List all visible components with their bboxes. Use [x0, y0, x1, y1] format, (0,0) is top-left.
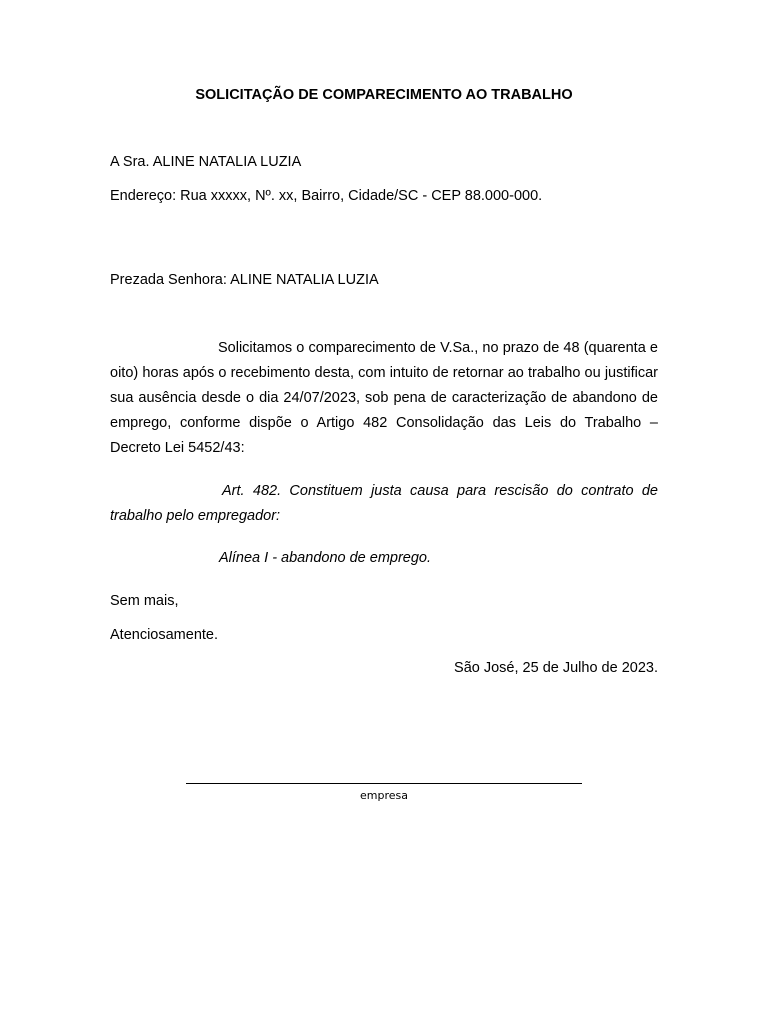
body-paragraph: Solicitamos o comparecimento de V.Sa., no prazo de 48 (quarenta e oito) horas após o recebimento desta, com intuito de retornar ao trabalho ou justificar sua ausência desde o dia 24/07/2023, sob pena de caracterização de abandono de emprego, conforme dispõe o Artigo 482 Consolidação das Leis do Trabalho – Decreto Lei 5452/43: — [110, 340, 658, 456]
signature-line — [186, 783, 582, 784]
recipient-line: A Sra. ALINE NATALIA LUZIA — [110, 154, 302, 170]
closing-atenciosamente: Atenciosamente. — [110, 627, 219, 643]
place-date: São José, 25 de Julho de 2023. — [454, 660, 658, 676]
alinea-line: Alínea I - abandono de emprego. — [219, 550, 432, 566]
salutation-line: Prezada Senhora: ALINE NATALIA LUZIA — [110, 272, 379, 288]
signature-label: empresa — [360, 789, 408, 802]
article-quote: Art. 482. Constituem justa causa para rescisão do contrato de trabalho pelo empregador: — [110, 483, 658, 524]
closing-sem-mais: Sem mais, — [110, 593, 179, 609]
address-line: Endereço: Rua xxxxx, Nº. xx, Bairro, Cidade/SC - CEP 88.000-000. — [110, 188, 543, 204]
document-title: SOLICITAÇÃO DE COMPARECIMENTO AO TRABALHO — [195, 87, 573, 103]
